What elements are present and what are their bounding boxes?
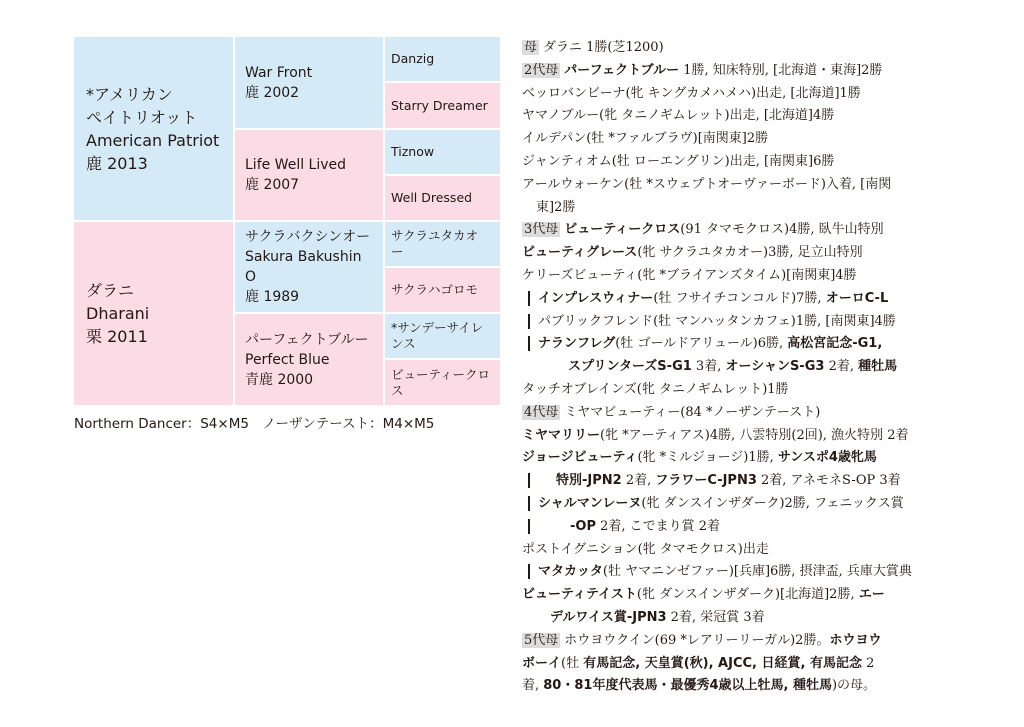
horse-name: インプレスウィナー: [538, 290, 654, 306]
pedigree-table: [74, 37, 500, 405]
line-text: ダラニ 1勝(芝1200): [543, 40, 664, 55]
g3-cell-8: [385, 360, 500, 405]
notes-line: [522, 60, 952, 83]
notes-line: [522, 584, 952, 607]
gen-label: 2代母: [524, 62, 559, 78]
notes-line: ケリーズビューティ(牝 *ブライアンズタイム)[南関東]4勝: [522, 267, 857, 283]
race-name: 特別-JPN2: [556, 473, 622, 489]
g3-name: サクラハゴロモ: [391, 282, 479, 297]
notes-line: [522, 630, 952, 653]
notes-line: [522, 242, 952, 265]
line-text: (牝 *アーティアス)4勝, 八雲特別(2回), 漁火特別 2着: [600, 427, 909, 443]
race-name: 高松宮記念-G1,: [787, 336, 883, 352]
horse-name: ボーイ: [522, 655, 562, 671]
sub-entry: [528, 564, 912, 579]
g3-name: Well Dressed: [391, 190, 473, 205]
notes-line: ポストイグニション(牝 タマモクロス)出走: [522, 541, 769, 557]
ds-name-jp: サクラバクシンオー: [245, 229, 371, 245]
line-text: 1勝, 知床特別, [北海道・東海]2勝: [679, 62, 883, 78]
race-name: オーロC-L: [825, 290, 889, 306]
race-name: -OP: [570, 518, 596, 534]
notes-line: [522, 470, 952, 493]
notes-line: [522, 493, 952, 516]
ss-info: 鹿 2002: [245, 84, 300, 101]
line-text: (牝 ダンスインザダーク)2勝, フェニックス賞: [641, 495, 904, 511]
notes-line: タッチオブレインズ(牝 タニノギムレット)1勝: [522, 381, 789, 397]
sub-entry: [528, 336, 882, 351]
g3-name: Starry Dreamer: [391, 97, 488, 113]
line-text: ミヤマビューティー(84 *ノーザンテースト): [564, 404, 821, 420]
line-text: 2着, こでまり賞 2着: [595, 518, 721, 534]
horse-name: ビューティテイスト: [522, 587, 637, 603]
notes-line: [522, 288, 952, 311]
race-name: フラワーC-JPN3: [655, 473, 757, 489]
dam-info: 栗 2011: [86, 327, 148, 346]
line-text: 2: [861, 655, 875, 671]
sub-entry: [528, 519, 720, 534]
ss-cell: [235, 37, 383, 128]
notes-line: [522, 219, 952, 242]
sire-cell: [74, 37, 233, 220]
line-text: 2着,: [621, 473, 656, 489]
g3-name: Danzig: [391, 51, 435, 66]
inbreeding-note: Northern Dancer：S4×M5 ノーザンテースト：M4×M5: [74, 416, 435, 432]
horse-name: マタカッタ: [538, 564, 603, 580]
notes-line: ベッロバンビーナ(牝 キングカメハメハ)出走, [北海道]1勝: [522, 85, 861, 101]
line-text: (91 タマモクロス)4勝, 臥牛山特別: [680, 222, 884, 238]
notes-line: [522, 516, 952, 539]
g3-cell-2: [385, 83, 500, 128]
g3-name: *サンデーサイレンス: [391, 320, 484, 351]
line-text: (牡: [561, 655, 584, 671]
notes-line: [522, 333, 952, 356]
horse-name: パーフェクトブルー: [564, 62, 680, 78]
notes-line: [522, 402, 952, 425]
notes-line: [522, 425, 952, 448]
horse-name: ミヤマリリー: [522, 427, 601, 443]
notes-line: [522, 356, 952, 379]
gen-label: 5代母: [524, 632, 559, 648]
ds-cell: [235, 222, 383, 312]
notes-line: [522, 311, 952, 334]
award-text: 80・81年度代表馬・最優秀4歳以上牡馬, 種牡馬: [543, 678, 832, 694]
notes-line: ジャンティオム(牡 ローエングリン)出走, [南関東]6勝: [522, 153, 835, 169]
race-name: 種牡馬: [858, 359, 898, 375]
g3-cell-4: [385, 176, 500, 220]
line-text: (牡 ヤマニンゼファー)[兵庫]6勝, 摂津盃, 兵庫大賞典: [602, 564, 912, 580]
sire-info: 鹿 2013: [86, 153, 148, 173]
notes-line: [522, 447, 952, 470]
horse-name: シャルマンレーヌ: [538, 495, 642, 511]
line-text: (牝 サクラユタカオー)3勝, 足立山特別: [637, 245, 863, 261]
line-text: パブリックフレンド(牡 マンハッタンカフェ)1勝, [南関東]4勝: [538, 313, 896, 329]
dam-name-en: Dharani: [86, 304, 150, 323]
ds-info: 鹿 1989: [245, 289, 300, 305]
sire-name-en: American Patriot: [86, 130, 220, 150]
line-text: 2着, アネモネS-OP 3着: [756, 473, 901, 489]
dam-cell: [74, 222, 233, 405]
dd-cell: [235, 314, 383, 405]
gen-label: 4代母: [524, 404, 559, 420]
horse-name: ナランフレグ: [538, 336, 616, 352]
line-text: 2着, 栄冠賞 3着: [666, 609, 765, 625]
race-name: 有馬記念, 天皇賞(秋), AJCC, 日経賞, 有馬記念: [583, 655, 862, 671]
g3-name: Tiznow: [391, 144, 435, 159]
race-name: デルワイス賞-JPN3: [550, 609, 667, 625]
line-text: ホウヨウクイン(69 *レアリーリーガル)2勝。: [564, 632, 830, 648]
g3-cell-6: [385, 268, 500, 312]
horse-name: ジョージビューティ: [522, 450, 638, 466]
race-name: エー: [858, 587, 885, 603]
sub-entry: [528, 314, 896, 329]
sub-entry: [528, 473, 901, 488]
notes-line: [522, 653, 952, 676]
sd-cell: [235, 130, 383, 220]
g3-cell-1: [385, 37, 500, 81]
notes-line: ヤマノブルー(牝 タニノギムレット)出走, [北海道]4勝: [522, 108, 835, 124]
g3-name: ビューティークロス: [391, 366, 491, 398]
notes-line: [522, 675, 952, 698]
horse-name: ビューティークロス: [564, 222, 681, 238]
sd-name: Life Well Lived: [245, 157, 347, 173]
horse-name: ビューティグレース: [522, 245, 638, 261]
line-text: (牡 ゴールドアリュール)6勝,: [615, 336, 788, 352]
race-name: サンスポ4歳牝馬: [777, 450, 877, 466]
horse-name: ホウヨウ: [829, 632, 882, 648]
notes-line: [522, 607, 952, 630]
notes-line: イルデパン(牡 *ファルブラヴ)[南関東]2勝: [522, 131, 769, 147]
notes-line: [522, 37, 952, 60]
line-text: (牡 フサイチコンコルド)7勝,: [653, 290, 826, 306]
g3-cell-3: [385, 130, 500, 174]
line-text: (牝 ダンスインザダーク)[北海道]2勝,: [636, 587, 859, 603]
g3-name: サクラユタカオー: [391, 228, 479, 259]
notes-line: [522, 561, 952, 584]
g3-cell-7: [385, 314, 500, 358]
dam-name-jp: ダラニ: [86, 281, 135, 300]
line-text: 着,: [522, 678, 544, 694]
line-text: 3着,: [691, 359, 726, 375]
sire-name-jp2: ペイトリオット: [86, 107, 198, 127]
family-notes: [522, 37, 952, 698]
ss-name: War Front: [245, 64, 313, 81]
race-name: オーシャンS-G3: [725, 359, 825, 375]
line-text: 2着,: [824, 359, 859, 375]
g3-cell-5: [385, 222, 500, 266]
notes-line: 東]2勝: [536, 199, 576, 215]
notes-line: アールウォーケン(牡 *スウェプトオーヴァーボード)入着, [南関: [522, 176, 892, 192]
line-text: )の母。: [831, 678, 877, 694]
line-text: (牝 *ミルジョージ)1勝,: [637, 450, 778, 466]
dd-name-jp: パーフェクトブルー: [245, 331, 369, 348]
gen-label: 母: [524, 40, 538, 55]
sire-name-jp: *アメリカン: [86, 84, 173, 104]
race-name: スプリンターズS-G1: [568, 359, 692, 375]
gen-label: 3代母: [524, 222, 559, 238]
sd-info: 鹿 2007: [245, 177, 300, 193]
sub-entry: [528, 291, 888, 306]
ds-name-en: Sakura Bakushin O: [245, 249, 362, 285]
dd-name-en: Perfect Blue: [245, 351, 330, 368]
sub-entry: [528, 496, 904, 511]
dd-info: 青鹿 2000: [245, 371, 314, 388]
